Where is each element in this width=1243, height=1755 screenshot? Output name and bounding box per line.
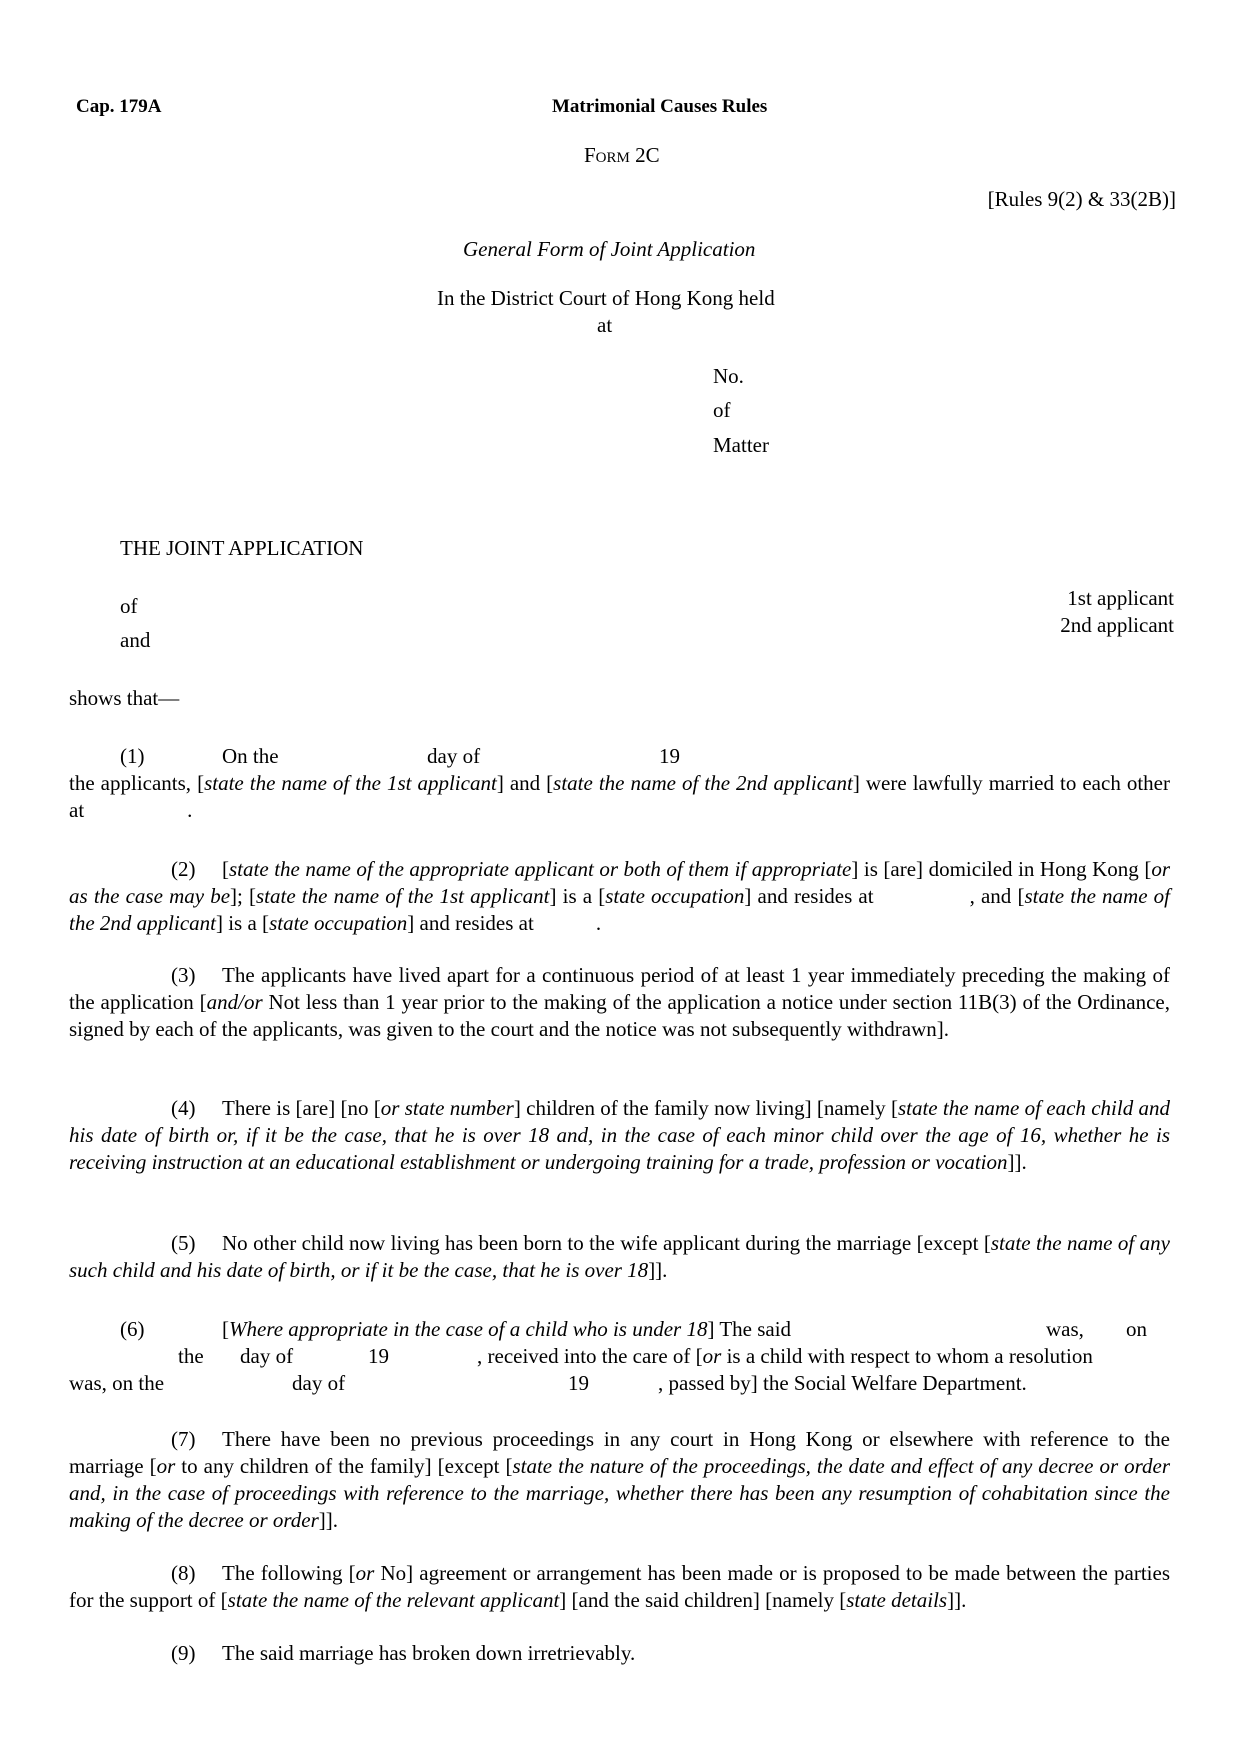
para-1-on-the: On the [222,744,279,768]
para-6-the: the [178,1344,204,1368]
paragraph-2: (2) [state the name of the appropriate applicant or both of them if appropriate] is [are] domiciled in Hong Kong [or as the case may be]; [state the name of the 1st applicant] is a [state occupation] and resides at , and [state the name of the 2nd applicant] is a [state occupation] and resides at . [69,857,1171,935]
paragraph-8: (8) The following [or No] agreement or arrangement has been made or is proposed to be made between the parties for the support of [state the name of the relevant applicant] [and the said children] [namely [state details]]. [69,1561,1171,1612]
party-of-label: of [120,594,138,618]
para-6-year-2: 19 [568,1371,589,1395]
joint-application-title: THE JOINT APPLICATION [120,536,364,560]
para-6-line-2-rest: , received into the care of [or is a child with respect to whom a resolution [477,1344,1093,1368]
shows-that-label: shows that— [69,686,180,710]
para-6-day-of: day of [240,1344,294,1368]
paragraph-3: (3) The applicants have lived apart for a continuous period of at least 1 year immediately preceding the making of the application [and/or Not less than 1 year prior to the making of the application a notice under section 11B(3) of the Ordinance, signed by each of the applicants, was given to the court and the notice was not subsequently withdrawn]. [69,963,1170,1041]
paragraph-1: the applicants, [state the name of the 1st applicant] and [state the name of the 2nd applicant] were lawfully married to each other at . [69,771,1170,822]
para-6-day-of-2: day of [292,1371,346,1395]
court-line: In the District Court of Hong Kong held [437,286,775,310]
para-6-was-on-the: was, on the [69,1371,165,1395]
case-of-label: of [713,398,731,422]
para-6-year: 19 [368,1344,389,1368]
para-6-line-3-rest: , passed by] the Social Welfare Department. [658,1371,1027,1395]
first-applicant-label: 1st applicant [1067,586,1174,610]
party-and-label: and [120,628,151,652]
court-line-at: at [597,313,613,337]
form-heading: General Form of Joint Application [463,237,756,261]
case-no-label: No. [713,364,744,388]
paragraph-4: (4) There is [are] [no [or state number] children of the family now living] [namely [state the name of each child and his date of birth or, if it be the case, that he is over 18 and, in the case of each minor child over the age of 16, whether he is receiving instruction at an educational establishment or undergoing training for a trade, profession or vocation]]. [69,1096,1170,1174]
para-6-on: on [1126,1317,1147,1341]
page-title: Matrimonial Causes Rules [552,96,768,117]
para-6-was: was, [1046,1317,1084,1341]
para-1-day-of: day of [427,744,481,768]
second-applicant-label: 2nd applicant [1060,613,1174,637]
para-6-line-1: (6) [Where appropriate in the case of a child who is under 18] The said [120,1317,792,1341]
rules-reference: [Rules 9(2) & 33(2B)] [987,187,1176,211]
para-1-number: (1) [120,744,145,768]
form-number: Form 2C [584,143,660,167]
paragraph-7: (7) There have been no previous proceedings in any court in Hong Kong or elsewhere with reference to the marriage [or to any children of the family] [except [state the nature of the proceedings, the date and effect of any decree or order and, in the case of proceedings with reference to the marriage, whether there has been any resumption of cohabitation since the making of the decree or order]]. [69,1427,1170,1532]
paragraph-9: (9) The said marriage has broken down irretrievably. [171,1641,636,1665]
chapter-number: Cap. 179A [76,96,162,117]
paragraph-5: (5) No other child now living has been born to the wife applicant during the marriage [except [state the name of any such child and his date of birth, or if it be the case, that he is over 18]]. [69,1231,1170,1282]
para-1-year: 19 [659,744,680,768]
case-matter-label: Matter [713,433,769,457]
